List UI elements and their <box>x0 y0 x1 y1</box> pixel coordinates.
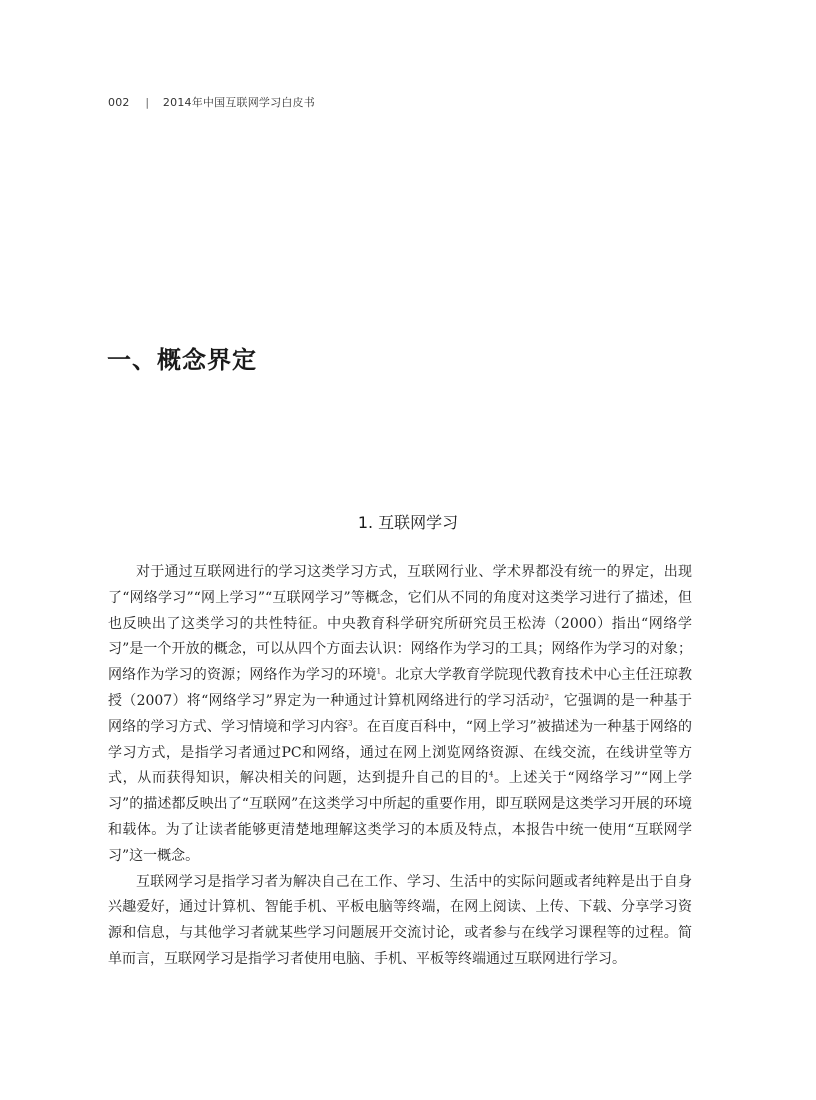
chapter-title: 一、概念界定 <box>107 345 257 374</box>
footnote-ref-3: 3 <box>348 719 353 728</box>
paragraph1-sentence-4: 。在百度百科中，“网上学习”被描述为一种基于网络的学习方式，是指学习者通过PC和网络，通过在网上浏览网络资源、在线交流，在线讲堂等方式，从而获得知识，解决相关的问题，达到提升自己的目的 <box>108 718 692 787</box>
footnote-ref-2: 2 <box>544 693 550 702</box>
paragraph1-sentence-1: 对于通过互联网进行的学习这类学习方式，互联网行业、学术界都没有统一的界定，出现了“网络学习”“网上学习”“互联网学习”等概念，它们从不同的角度对这类学习进行了描述，但也反映出了这类学习的共性特征。中央教育科学研究所研究员王松涛（2000）指出“网络学习”是一个开放的概念，可以从四个方面去认识：网络作为学习的工具；网络作为学习的对象；网络作为学习的资源；网络作为学习的环境 <box>108 564 692 684</box>
page-number: 002 <box>108 96 130 109</box>
running-header <box>108 94 315 110</box>
paragraph1-sentence-2: 。北京大学教育学院现代教育技术中心主任汪琼教授（2007）将“网络学习”界定为一种通过计算机网络进行的学习活动 <box>108 667 692 709</box>
book-title: 2014年中国互联网学习白皮书 <box>162 96 315 109</box>
body-text <box>108 560 692 973</box>
footnote-ref-1: 1 <box>376 667 382 676</box>
paragraph1-sentence-3: ，它强调的是一种基于网络的学习方式、学习情境和学习内容 <box>108 692 693 735</box>
paragraph-definition-overview <box>108 560 692 870</box>
paragraph1-sentence-5: 。上述关于“网络学习”“网上学习”的描述都反映出了“互联网”在这类学习中所起的重要作用，即互联网是这类学习开展的环境和载体。为了让读者能够更清楚地理解这类学习的本质及特点，本报告中统一使用“互联网学习”这一概念。 <box>108 770 692 864</box>
section-title: 1. 互联网学习 <box>357 513 459 532</box>
footnote-ref-4: 4 <box>488 770 494 779</box>
header-separator: | <box>145 96 150 109</box>
paragraph-definition-summary: 互联网学习是指学习者为解决自己在工作、学习、生活中的实际问题或者纯粹是出于自身兴趣爱好，通过计算机、智能手机、平板电脑等终端，在网上阅读、上传、下载、分享学习资源和信息，与其他学习者就某些学习问题展开交流讨论，或者参与在线学习课程等的过程。简单而言，互联网学习是指学习者使用电脑、手机、平板等终端通过互联网进行学习。 <box>108 873 692 967</box>
